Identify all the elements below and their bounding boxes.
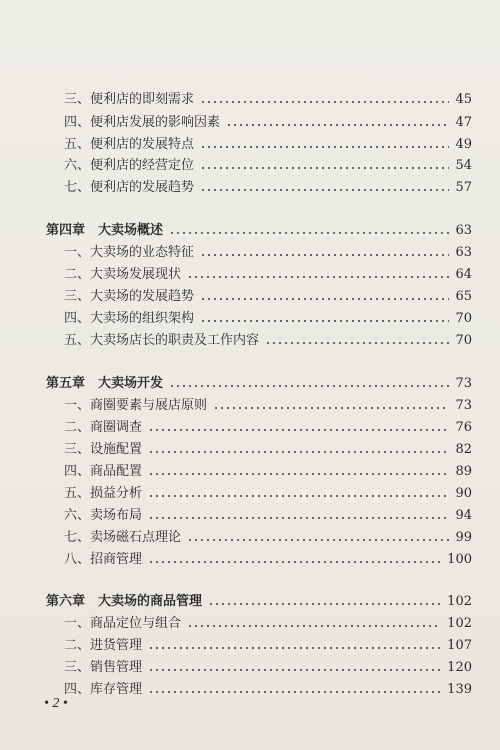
dot-leader: [148, 461, 449, 483]
page-ref: 70: [455, 311, 472, 326]
dot-leader: [187, 613, 441, 635]
page-ref: 89: [455, 464, 472, 479]
dot-leader: [148, 417, 449, 439]
section-title: 四、库存管理: [64, 682, 143, 697]
dot-leader: [200, 177, 449, 199]
toc-item-row: [0, 112, 500, 134]
section-title: 四、便利店发展的影响因素: [64, 115, 221, 130]
toc-item-row: [0, 439, 500, 461]
section-title: 二、商圈调查: [64, 420, 143, 435]
section-title: 六、卖场布局: [64, 508, 143, 523]
dot-leader: [148, 505, 449, 527]
section-title: 五、损益分析: [64, 486, 143, 501]
toc-item-row: [0, 417, 500, 439]
toc-item-row: [0, 657, 500, 679]
dot-leader: [213, 395, 449, 417]
toc-item-row: [0, 177, 500, 199]
dot-leader: [148, 439, 449, 461]
section-title: 二、大卖场发展现状: [64, 267, 182, 282]
dot-leader: [169, 220, 449, 242]
dot-leader: [148, 657, 441, 679]
page-ref: 47: [455, 115, 472, 130]
toc-item-row: [0, 461, 500, 483]
toc-item-row: [0, 134, 500, 156]
section-title: 三、大卖场的发展趋势: [64, 289, 195, 304]
dot-leader: [148, 679, 441, 701]
dot-leader: [148, 483, 449, 505]
chapter-title: 第四章 大卖场概述: [46, 223, 164, 238]
page-ref: 54: [455, 158, 472, 173]
dot-leader: [187, 527, 449, 549]
page-ref: 73: [455, 398, 472, 413]
section-title: 七、卖场磁石点理论: [64, 530, 182, 545]
section-title: 三、设施配置: [64, 442, 143, 457]
toc-item-row: [0, 242, 500, 264]
page-ref: 57: [455, 180, 472, 195]
toc-item-row: [0, 527, 500, 549]
page-ref: 100: [447, 552, 472, 567]
page-ref: 76: [455, 420, 472, 435]
page-ref: 90: [455, 486, 472, 501]
page-ref: 94: [455, 508, 472, 523]
page-ref: 63: [455, 245, 472, 260]
section-title: 三、销售管理: [64, 660, 143, 675]
dot-leader: [169, 373, 449, 395]
toc-item-row: [0, 549, 500, 571]
dot-leader: [200, 308, 449, 330]
dot-leader: [208, 591, 441, 613]
page-ref: 70: [455, 333, 472, 348]
dot-leader: [200, 286, 449, 308]
dot-leader: [200, 242, 449, 264]
dot-leader: [148, 635, 441, 657]
page-ref: 65: [455, 289, 472, 304]
page-number: • 2 •: [44, 696, 68, 711]
page-ref: 73: [455, 376, 472, 391]
section-title: 二、进货管理: [64, 638, 143, 653]
dot-leader: [200, 155, 449, 177]
section-title: 四、商品配置: [64, 464, 143, 479]
toc-item-row: [0, 286, 500, 308]
dot-leader: [265, 330, 449, 352]
section-title: 三、便利店的即刻需求: [64, 92, 195, 107]
page-ref: 102: [447, 616, 472, 631]
toc-item-row: [0, 308, 500, 330]
toc-item-row: [0, 89, 500, 111]
page-ref: 99: [455, 530, 472, 545]
section-title: 六、便利店的经营定位: [64, 158, 195, 173]
section-title: 一、大卖场的业态特征: [64, 245, 195, 260]
page-ref: 82: [455, 442, 472, 457]
section-title: 一、商品定位与组合: [64, 616, 182, 631]
section-title: 八、招商管理: [64, 552, 143, 567]
toc-item-row: [0, 679, 500, 701]
dot-leader: [200, 89, 449, 111]
toc-item-row: [0, 505, 500, 527]
chapter-title: 第五章 大卖场开发: [46, 376, 164, 391]
toc-item-row: [0, 264, 500, 286]
toc-chapter-row: [0, 591, 500, 613]
toc-item-row: [0, 635, 500, 657]
toc-chapter-row: [0, 220, 500, 242]
toc-item-row: [0, 330, 500, 352]
chapter-title: 第六章 大卖场的商品管理: [46, 594, 203, 609]
page-ref: 120: [447, 660, 472, 675]
section-title: 四、大卖场的组织架构: [64, 311, 195, 326]
page-ref: 49: [455, 137, 472, 152]
section-title: 五、便利店的发展特点: [64, 137, 195, 152]
page-ref: 45: [455, 92, 472, 107]
page-ref: 102: [447, 594, 472, 609]
toc-item-row: [0, 155, 500, 177]
toc-chapter-row: [0, 373, 500, 395]
dot-leader: [148, 549, 441, 571]
section-title: 一、商圈要素与展店原则: [64, 398, 208, 413]
page-ref: 107: [447, 638, 472, 653]
dot-leader: [200, 134, 449, 156]
section-title: 七、便利店的发展趋势: [64, 180, 195, 195]
dot-leader: [226, 112, 449, 134]
toc-item-row: [0, 395, 500, 417]
page-ref: 63: [455, 223, 472, 238]
toc-item-row: [0, 613, 500, 635]
section-title: 五、大卖场店长的职责及工作内容: [64, 333, 260, 348]
page-ref: 64: [455, 267, 472, 282]
page-ref: 139: [447, 682, 472, 697]
dot-leader: [187, 264, 449, 286]
toc-item-row: [0, 483, 500, 505]
